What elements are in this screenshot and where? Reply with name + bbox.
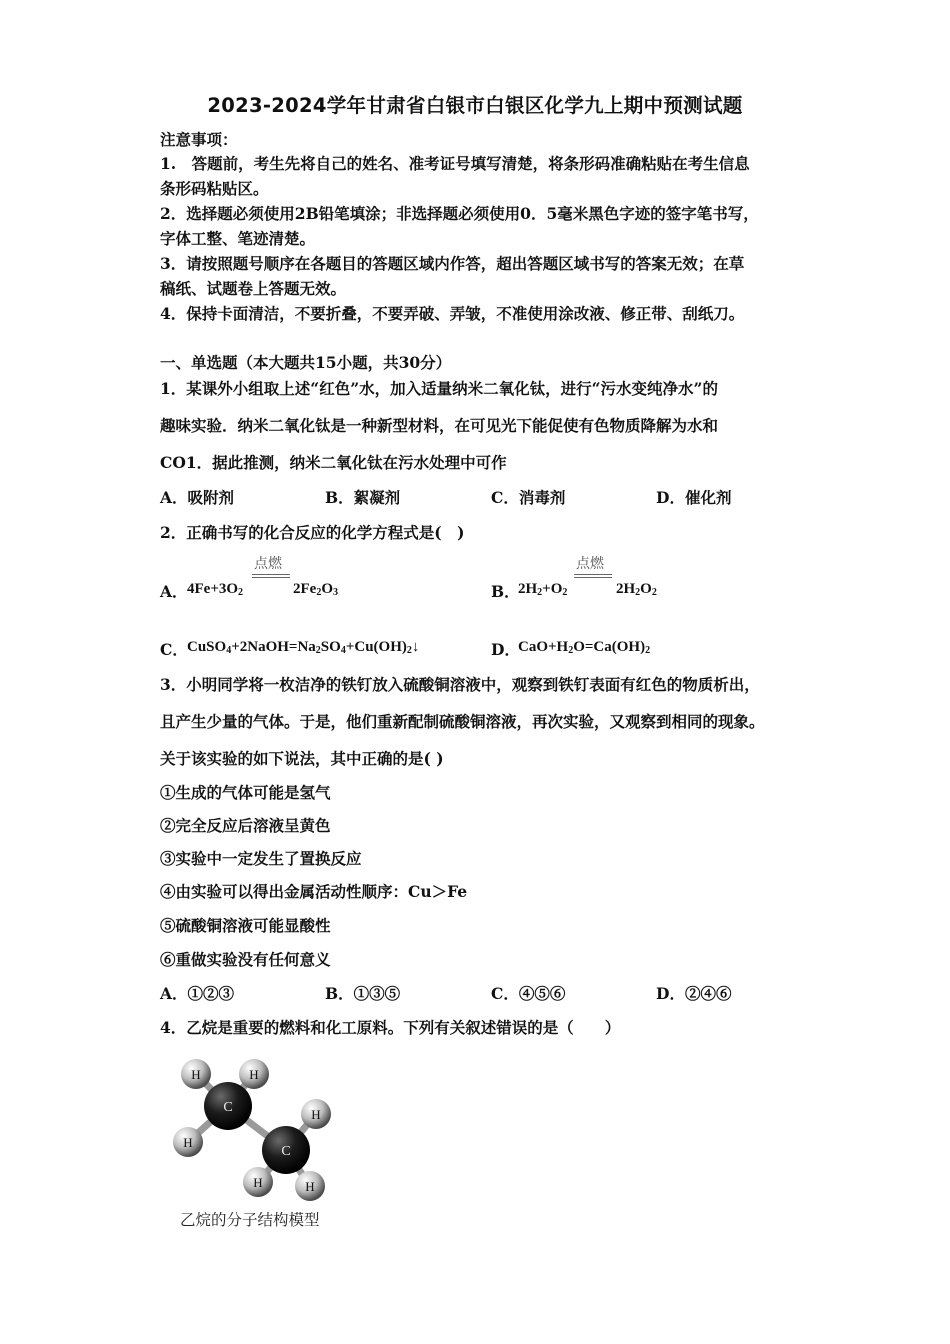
q2-option-c-equation: $CuSO_4+2NaOH=Na_2SO_4+Cu(OH)_2↓$	[187, 639, 420, 656]
carbon-atom	[204, 1082, 252, 1130]
notice-line: 条形码粘贴区。	[160, 179, 269, 198]
carbon-atom	[262, 1126, 310, 1174]
question-1-line: CO1．据此推测，纳米二氧化钛在污水处理中可作	[160, 453, 507, 472]
equals-sign-top	[574, 574, 612, 575]
reaction-condition: 点燃	[576, 556, 604, 572]
hydrogen-label: H	[311, 1107, 321, 1122]
equals-sign-top	[252, 574, 290, 575]
q2-option-b-product: $2H_2O_2$	[616, 581, 657, 598]
q3-option-c: C．④⑤⑥	[491, 984, 566, 1003]
q3-statement: ③实验中一定发生了置换反应	[160, 849, 362, 868]
q3-statement: ⑥重做实验没有任何意义	[160, 950, 331, 969]
question-3-line: 3．小明同学将一枚洁净的铁钉放入硫酸铜溶液中，观察到铁钉表面有红色的物质析出，	[160, 675, 760, 694]
notice-line: 字体工整、笔迹清楚。	[160, 229, 316, 248]
reaction-condition: 点燃	[254, 556, 282, 572]
hydrogen-atom	[243, 1167, 273, 1197]
q1-option-d: D．催化剂	[656, 488, 732, 507]
notice-line: 2．选择题必须使用2B铅笔填涂；非选择题必须使用0．5毫米黑色字迹的签字笔书写，	[160, 204, 759, 223]
q1-option-c: C．消毒剂	[491, 488, 566, 507]
q1-option-b: B．絮凝剂	[325, 488, 401, 507]
q2-option-b-reactants: $2H_2+O_2$	[518, 581, 568, 598]
ethane-molecule-model	[160, 1050, 360, 1210]
notice-heading: 注意事项：	[160, 130, 238, 149]
q2-option-a-reactants: $4Fe+3O_2$	[187, 581, 244, 598]
hydrogen-label: H	[183, 1135, 193, 1150]
hydrogen-atom	[181, 1059, 211, 1089]
hydrogen-atom	[301, 1099, 331, 1129]
question-1-line: 1．某课外小组取上述“红色”水，加入适量纳米二氧化钛，进行“污水变纯净水”的	[160, 379, 718, 398]
hydrogen-atom	[295, 1171, 325, 1201]
question-1-line: 趣味实验．纳米二氧化钛是一种新型材料，在可见光下能促使有色物质降解为水和	[160, 416, 719, 435]
q3-option-a: A．①②③	[160, 984, 235, 1003]
model-caption: 乙烷的分子结构模型	[180, 1211, 320, 1229]
q3-statement: ④由实验可以得出金属活动性顺序：Cu＞Fe	[160, 882, 468, 901]
section-heading: 一、单选题（本大题共15小题，共30分）	[160, 353, 452, 372]
notice-line: 1. 答题前，考生先将自己的姓名、准考证号填写清楚，将条形码准确粘贴在考生信息	[160, 154, 750, 173]
question-4-stem: 4．乙烷是重要的燃料和化工原料。下列有关叙述错误的是（ ）	[160, 1018, 621, 1037]
notice-line: 4．保持卡面清洁，不要折叠，不要弄破、弄皱，不准使用涂改液、修正带、刮纸刀。	[160, 304, 745, 323]
q1-option-a: A．吸附剂	[160, 488, 235, 507]
question-3-line: 且产生少量的气体。于是，他们重新配制硫酸铜溶液，再次实验，又观察到相同的现象。	[160, 712, 765, 731]
notice-line: 3．请按照题号顺序在各题目的答题区域内作答，超出答题区域书写的答案无效；在草	[160, 254, 745, 273]
page-title: 2023-2024学年甘肃省白银市白银区化学九上期中预测试题	[207, 94, 743, 117]
q3-option-b: B．①③⑤	[325, 984, 401, 1003]
notice-line: 稿纸、试题卷上答题无效。	[160, 279, 347, 298]
hydrogen-atom	[173, 1127, 203, 1157]
q2-option-a-product: $2Fe_2O_3$	[293, 581, 338, 598]
hydrogen-label: H	[305, 1179, 315, 1194]
hydrogen-label: H	[253, 1175, 263, 1190]
q3-statement: ②完全反应后溶液呈黄色	[160, 816, 331, 835]
question-3-line: 关于该实验的如下说法，其中正确的是( )	[160, 749, 444, 768]
q2-option-a-label: A．	[160, 582, 188, 601]
q2-option-b-label: B．	[491, 582, 520, 601]
carbon-label: C	[223, 1100, 233, 1115]
q3-statement: ①生成的气体可能是氢气	[160, 783, 331, 802]
q3-option-d: D．②④⑥	[656, 984, 732, 1003]
q3-statement: ⑤硫酸铜溶液可能显酸性	[160, 916, 331, 935]
q2-option-c-label: C．	[160, 640, 188, 659]
q2-option-d-label: D．	[491, 640, 520, 659]
carbon-label: C	[281, 1144, 291, 1159]
hydrogen-label: H	[191, 1067, 201, 1082]
hydrogen-label: H	[249, 1067, 259, 1082]
equals-sign-bottom	[574, 577, 612, 578]
equals-sign-bottom	[252, 577, 290, 578]
question-2-stem: 2．正确书写的化合反应的化学方程式是( )	[160, 523, 465, 542]
q2-option-d-equation: $CaO+H_2O=Ca(OH)_2$	[518, 639, 651, 656]
hydrogen-atom	[239, 1059, 269, 1089]
